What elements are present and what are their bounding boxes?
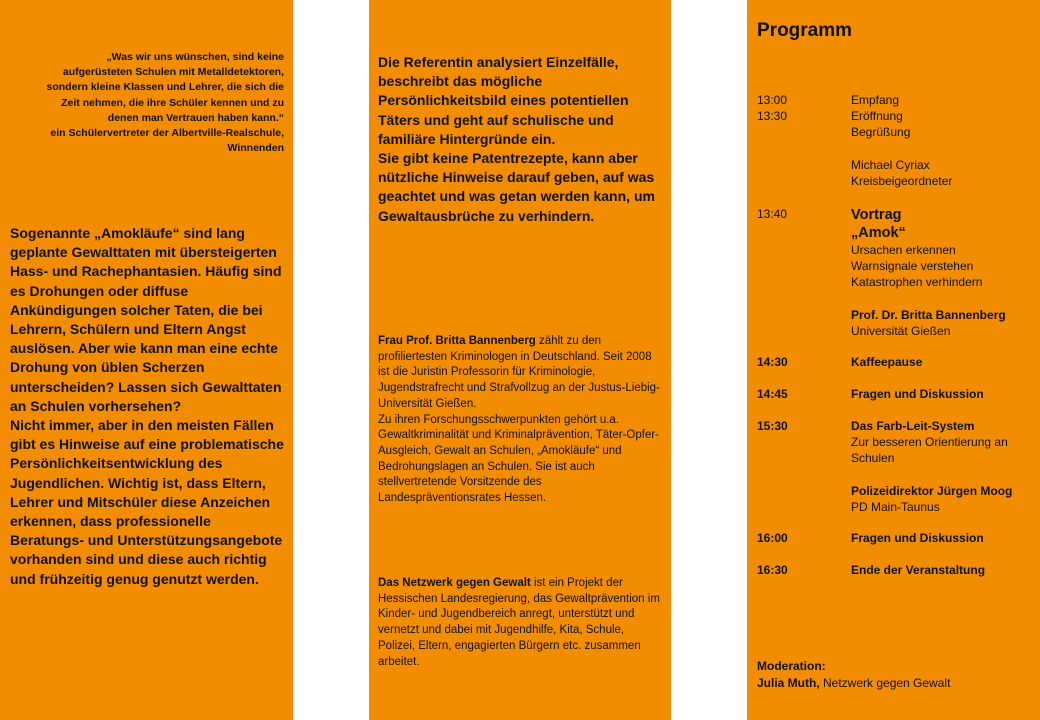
summary-paragraph-1: Die Referentin analysiert Einzelfälle, beschreibt das mögliche Persönlichkeitsbild eines potentiellen Täters und geht auf schulische und familiäre Hintergründe ein.	[378, 54, 629, 147]
moderator-name: Julia Muth,	[757, 675, 820, 690]
item-spacer	[851, 140, 1037, 156]
item-title: Eröffnung	[851, 109, 903, 123]
item-time: 16:00	[757, 531, 788, 545]
bio-paragraph-2: Zu ihren Forschungsschwerpunkten gehört u.a. Gewaltkriminalität und Kriminalprävention, Täter-Opfer-Ausgleich, Gewalt an Schulen, „Amokläufe“ und Bedrohungslagen an Schulen. Sie ist auch stellvertretende Vorsitzende des Landespräventionsrates Hessen.	[378, 413, 660, 505]
item-speaker: Prof. Dr. Britta Bannenberg	[851, 307, 1006, 322]
network-name: Das Netzwerk gegen Gewalt	[378, 577, 531, 589]
item-speaker: Polizeidirektor Jürgen Moog	[851, 483, 1013, 498]
left-panel	[0, 0, 293, 720]
moderation-label: Moderation:	[757, 659, 826, 673]
item-subtitle: Warnsignale verstehen	[851, 259, 974, 274]
item-details	[851, 108, 1037, 189]
moderation-line	[757, 675, 1037, 692]
item-time: 14:45	[757, 387, 788, 401]
item-details	[851, 354, 1037, 370]
item-title: Ende der Veranstaltung	[851, 563, 986, 577]
network-text: ist ein Projekt der Hessischen Landesregierung, das Gewaltprävention im Kinder- und Jugendbereich anregt, unterstützt und vernetzt und dabei mit Jugendhilfe, Kita, Schule, Polizei, Eltern, engagierten Bürgern etc. zusammen arbeitet.	[378, 577, 660, 668]
intro-paragraph-2: Nicht immer, aber in den meisten Fällen gibt es Hinweise auf eine problematische Persönlichkeitsentwicklung des Jugendlichen. Wichtig ist, dass Eltern, Lehrer und Mitschüler diese Anzeichen erkennen, dass professionelle Beratungs- und Unterstützungsangebote vorhanden sind und diese auch richtig und frühzeitig genug genutzt werden.	[10, 417, 284, 587]
item-time: 14:30	[757, 355, 788, 369]
item-speaker-role: Kreisbeigeordneter	[851, 173, 953, 188]
item-speaker-role: PD Main-Taunus	[851, 500, 940, 515]
middle-panel	[369, 0, 671, 720]
quote-attribution-place: Winnenden	[227, 142, 284, 155]
item-title: Empfang	[851, 93, 900, 107]
item-subtitle: Zur besseren Orientierung an	[851, 435, 1008, 450]
moderator-org: Netzwerk gegen Gewalt	[819, 675, 951, 690]
item-details	[851, 530, 1037, 546]
quote-line: „Was wir uns wünschen, sind keine	[106, 51, 284, 63]
pull-quote	[10, 50, 284, 156]
network-info	[378, 576, 663, 670]
intro-paragraph-1: Sogenannte „Amokläufe“ sind lang geplante Gewalttaten mit übersteigerten Hass- und Rachephantasien. Häufig sind es Drohungen oder diffuse Ankündigungen solcher Taten, die bei Lehrern, Schülern und Eltern Angst auslösen. Aber wie kann man eine echte Drohung von üblen Scherzen unterscheiden? Lassen sich Gewalttaten an Schulen vorhersehen?	[10, 225, 282, 414]
item-title: Fragen und Diskussion	[851, 531, 984, 545]
bio-paragraph-1	[378, 334, 663, 413]
item-subtitle: Begrüßung	[851, 125, 911, 140]
item-subtitle: Schulen	[851, 451, 895, 466]
intro-text	[10, 224, 288, 589]
item-title: Fragen und Diskussion	[851, 387, 984, 401]
program-title: Programm	[757, 20, 853, 41]
item-time: 13:30	[757, 109, 788, 123]
item-spacer	[851, 467, 1037, 483]
item-subtitle: Ursachen erkennen	[851, 243, 956, 257]
item-title-topic: „Amok“	[851, 225, 906, 241]
item-title: Kaffeepause	[851, 355, 923, 369]
item-time: 16:30	[757, 563, 788, 577]
quote-line: aufgerüsteten Schulen mit Metalldetektoren,	[62, 66, 284, 79]
bio-speaker-name: Frau Prof. Britta Bannenberg	[378, 335, 536, 347]
summary-paragraph-2: Sie gibt keine Patentrezepte, kann aber nützliche Hinweise darauf geben, auf was geachtet und was getan werden kann, um Gewaltausbrüche zu verhindern.	[378, 150, 655, 224]
quote-line: denen man Vertrauen haben kann.“	[107, 111, 284, 124]
moderation-info	[757, 658, 1037, 691]
item-details	[851, 386, 1037, 402]
item-title: Vortrag	[851, 207, 902, 223]
item-subtitle: Katastrophen verhindern	[851, 275, 983, 290]
item-details	[851, 418, 1037, 515]
item-details	[851, 562, 1037, 578]
bio-text: zählt zu den profiliertesten Kriminologen in Deutschland. Seit 2008 ist die Juristin Professorin für Kriminologie, Jugendstrafrecht und Strafvollzug an der Justus-Liebig-Universität Gießen.	[378, 335, 660, 410]
program-panel	[747, 0, 1040, 720]
item-time: 13:40	[757, 207, 788, 221]
network-paragraph	[378, 576, 663, 670]
item-details	[851, 92, 1037, 108]
quote-line: Zeit nehmen, die ihre Schüler kennen und zu	[61, 96, 284, 109]
quote-attribution: ein Schülervertreter der Albertville-Realschule,	[50, 127, 284, 140]
item-speaker-role: Universität Gießen	[851, 324, 951, 339]
speaker-bio	[378, 334, 663, 507]
item-time: 13:00	[757, 93, 788, 107]
item-time: 15:30	[757, 419, 788, 433]
item-speaker: Michael Cyriax	[851, 157, 930, 172]
lecture-summary	[378, 53, 663, 226]
item-title: Das Farb-Leit-System	[851, 419, 975, 433]
item-details	[851, 206, 1037, 339]
item-spacer	[851, 291, 1037, 307]
quote-line: sondern kleine Klassen und Lehrer, die sich die	[46, 81, 284, 94]
